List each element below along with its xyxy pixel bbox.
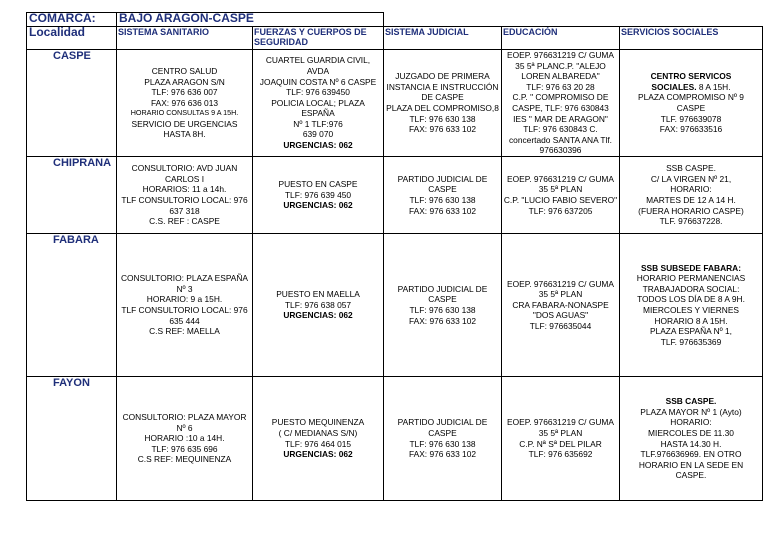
urgencias-label: URGENCIAS: 062 (283, 200, 353, 211)
cell-educacion (502, 157, 620, 234)
cell-line: CARLOS I (164, 173, 205, 184)
locality-name: CASPE (27, 50, 117, 157)
table-row (27, 157, 763, 234)
cell-line: EOEP. 976631219 C/ GUMA (507, 173, 614, 184)
cell-line: C.S REF: MAELLA (149, 326, 220, 337)
cell-line: 35 5ª PLAN (538, 289, 583, 300)
cell-line: 976630396 (539, 145, 582, 156)
cell-line: TLF: 976 630 138 (409, 438, 476, 449)
cell-line: TLF: 976 638 057 (284, 299, 352, 310)
cell-line: SERVICIO DE URGENCIAS (131, 118, 238, 129)
cell-line: TLF CONSULTORIO LOCAL: 976 (121, 195, 248, 205)
locality-name: CHIPRANA (27, 157, 117, 234)
cell-line: TLF: 976 630 138 (409, 113, 476, 124)
cell-line: HASTA 14.30 H. (660, 438, 722, 449)
cell-seguridad (253, 377, 384, 501)
urgencias-label: URGENCIAS: 062 (283, 140, 353, 151)
cell-line: DE CASPE (421, 92, 464, 103)
cell-line: HORARIO 8 A 15H. (654, 315, 728, 326)
cell-line: EOEP. 976631219 C/ GUMA (507, 417, 614, 428)
cell-line: HORARIO EN LA SEDE EN (638, 459, 744, 470)
cell-sociales (620, 157, 763, 234)
cell-line: TLF. 976635369 (660, 336, 722, 347)
cell-educacion (502, 50, 620, 157)
cell-line: CASPE (428, 184, 457, 195)
cell-line: C.S. REF : CASPE (149, 216, 220, 227)
col-sanitario: SISTEMA SANITARIO (117, 27, 253, 50)
cell-line: TLF: 976 639450 (286, 87, 350, 98)
cell-line: TLF: 976 464 015 (284, 438, 352, 449)
cell-line: MARTES DE 12 A 14 H. (646, 195, 736, 205)
cell-line: ( C/ MEDIANAS S/N) (278, 427, 358, 438)
cell-line: Nº 1 TLF:976 (293, 118, 343, 129)
cell-line: EOEP. 976631219 C/ GUMA (507, 50, 614, 61)
cell-line: C.P. "LUCIO FABIO SEVERO" (503, 195, 618, 205)
cell-line: CASPE, TLF: 976 630843 (512, 103, 609, 113)
cell-judicial (384, 377, 502, 501)
cell-line: C.P. " COMPROMISO DE (512, 92, 609, 103)
cell-line: CENTRO SALUD (151, 65, 218, 76)
cell-line: CASPE (428, 427, 457, 438)
cell-line: CASPE. (675, 470, 707, 481)
locality-name: FABARA (27, 234, 117, 377)
cell-line: POLICIA LOCAL; PLAZA ESPAÑA (271, 97, 365, 119)
cell-line: CONSULTORIO: PLAZA ESPAÑA (120, 273, 249, 284)
col-seguridad: FUERZAS Y CUERPOS DE SEGURIDAD (253, 27, 384, 50)
cell-line: PLAZA COMPROMISO Nº 9 (638, 92, 744, 103)
cell-line: PLAZA MAYOR Nº 1 (Ayto) (640, 406, 742, 417)
cell-seguridad (253, 234, 384, 377)
cell-line: MIERCOLES Y VIERNES (642, 305, 740, 315)
cell-line: PLAZA DEL COMPROMISO,8 (386, 103, 499, 113)
cell-line: HASTA 8H. (163, 129, 206, 140)
cell-line: LOREN ALBAREDA" (521, 71, 600, 82)
cell-line: (FUERA HORARIO CASPE) (638, 205, 744, 216)
localidad-label: Localidad (27, 27, 117, 50)
cell-line: 639 070 (302, 129, 334, 140)
cell-judicial (384, 50, 502, 157)
cell-sanitario (117, 157, 253, 234)
comarca-value: BAJO ARAGON-CASPE (117, 13, 384, 27)
cell-line: TODOS LOS DÍA DE 8 A 9H. (637, 294, 745, 305)
cell-line: JUZGADO DE PRIMERA (395, 71, 490, 82)
cell-line: Nº 6 (176, 422, 193, 433)
cell-line: TLF: 976 63 20 28 (526, 81, 595, 92)
cell-line: PUESTO EN MAELLA (276, 289, 360, 300)
urgencias-label: URGENCIAS: 062 (283, 449, 353, 460)
cell-line: JOAQUIN COSTA Nº 6 CASPE (259, 76, 377, 87)
table-row (27, 377, 763, 501)
cell-line: CONSULTORIO: PLAZA MAYOR (122, 412, 247, 423)
cell-line: IES " MAR DE ARAGON" (513, 113, 608, 124)
cell-line: TLF: 976635044 (529, 320, 592, 331)
cell-line: TLF: 976 637205 (528, 205, 593, 216)
urgencias-label: URGENCIAS: 062 (283, 310, 353, 321)
table-row (27, 234, 763, 377)
cell-line: PARTIDO JUDICIAL DE (397, 283, 488, 294)
cell-judicial (384, 157, 502, 234)
cell-line: C.S REF: MEQUINENZA (137, 454, 232, 465)
cell-line: TRABAJADORA SOCIAL: (642, 283, 740, 294)
table-row (27, 50, 763, 157)
bold-text: SSB SUBSEDE FABARA: (640, 262, 742, 273)
cell-line: "DOS AGUAS" (532, 310, 589, 321)
bold-text: SOCIALES. (651, 81, 697, 92)
locality-name: FAYON (27, 377, 117, 501)
cell-line: HORARIO: 9 a 15H. (146, 294, 223, 305)
cell-line: TLF: 976 635692 (528, 449, 593, 460)
cell-line: Nº 3 (176, 283, 193, 294)
cell-line-bold (621, 263, 761, 274)
cell-sociales (620, 50, 763, 157)
cell-line: TLF: 976 630843 C. (523, 124, 598, 135)
cell-sociales (620, 377, 763, 501)
cell-line: TLF: 976 639 450 (284, 189, 352, 200)
cell-line: concertado SANTA ANA Tlf. (508, 134, 613, 145)
cell-sanitario (117, 377, 253, 501)
cell-line: TLF: 976 636 007 (151, 87, 218, 98)
cell-line: HORARIO CONSULTAS 9 A 15H. (130, 108, 239, 118)
cell-educacion (502, 234, 620, 377)
cell-seguridad (253, 50, 384, 157)
cell-line-bold (621, 396, 761, 407)
cell-line: CONSULTORIO: AVD JUAN (131, 163, 238, 174)
cell-line: FAX: 976 633 102 (408, 205, 477, 216)
cell-line: PUESTO MEQUINENZA (271, 417, 365, 428)
cell-seguridad (253, 157, 384, 234)
cell-line: 637 318 (169, 205, 200, 216)
cell-line: FAX: 976 633 102 (408, 449, 477, 460)
cell-sanitario (117, 50, 253, 157)
services-table (26, 12, 763, 501)
cell-line: HORARIO: (670, 417, 712, 428)
cell-line: PARTIDO JUDICIAL DE (397, 173, 488, 184)
cell-line: TLF: 976 630 138 (409, 305, 476, 315)
bold-tail: 8 A 15H. (696, 81, 731, 92)
cell-line: 35 5ª PLAN (538, 184, 583, 195)
cell-line: TLF CONSULTORIO LOCAL: 976 (121, 305, 248, 315)
cell-sanitario (117, 234, 253, 377)
cell-line: TLF. 976639078 (660, 113, 722, 124)
cell-line: C.P. Nª Sª DEL PILAR (519, 438, 602, 449)
cell-line: 35 5ª PLAN (538, 427, 583, 438)
cell-line: INSTANCIA E INSTRUCCIÓN (386, 81, 499, 92)
cell-line: FAX: 976633516 (659, 124, 723, 135)
cell-line: TLF.976636969. EN OTRO (640, 449, 742, 460)
cell-line-bold (621, 71, 761, 82)
cell-line: PLAZA ESPAÑA Nº 1, (649, 326, 733, 337)
cell-sociales (620, 234, 763, 377)
cell-line: TLF: 976 630 138 (409, 195, 476, 205)
cell-educacion (502, 377, 620, 501)
cell-line: C/ LA VIRGEN Nº 21, (650, 173, 732, 184)
cell-line: FAX: 976 633 102 (408, 315, 477, 326)
cell-line: SSB CASPE. (666, 163, 716, 174)
cell-line: TLF. 976637228. (659, 216, 723, 227)
cell-line: PUESTO EN CASPE (278, 179, 358, 190)
cell-line: HORARIO: (670, 184, 712, 195)
cell-line: PARTIDO JUDICIAL DE (397, 417, 488, 428)
col-sociales: SERVICIOS SOCIALES (620, 27, 763, 50)
cell-line: HORARIOS: 11 a 14h. (142, 184, 227, 195)
cell-line: CUARTEL GUARDIA CIVIL, AVDA (265, 55, 371, 76)
bold-text: CENTRO SERVICOS (650, 71, 732, 82)
cell-line: 635 444 (169, 315, 200, 326)
cell-line: CRA FABARA-NONASPE (512, 299, 609, 310)
cell-line: HORARIO :10 a 14H. (144, 433, 225, 444)
cell-line: EOEP. 976631219 C/ GUMA (507, 278, 614, 289)
col-judicial: SISTEMA JUDICIAL (384, 27, 502, 50)
cell-line: MIERCOLES DE 11.30 (648, 427, 734, 438)
cell-line: CASPE (676, 103, 706, 113)
cell-line: HORARIO PERMANENCIAS (636, 273, 746, 284)
cell-line-bold (621, 82, 761, 93)
col-educacion: EDUCACIÓN (502, 27, 620, 50)
cell-line: TLF: 976 635 696 (151, 443, 218, 454)
bold-text: SSB CASPE. (665, 396, 717, 407)
cell-line: CASPE (428, 294, 457, 305)
cell-line: FAX: 976 633 102 (408, 124, 477, 135)
cell-line: PLAZA ARAGON S/N (144, 76, 225, 87)
cell-judicial (384, 234, 502, 377)
cell-line: FAX: 976 636 013 (150, 97, 219, 108)
comarca-label: COMARCA: (27, 13, 117, 27)
cell-line: 35 5ª PLANC.P. "ALEJO (515, 60, 606, 71)
